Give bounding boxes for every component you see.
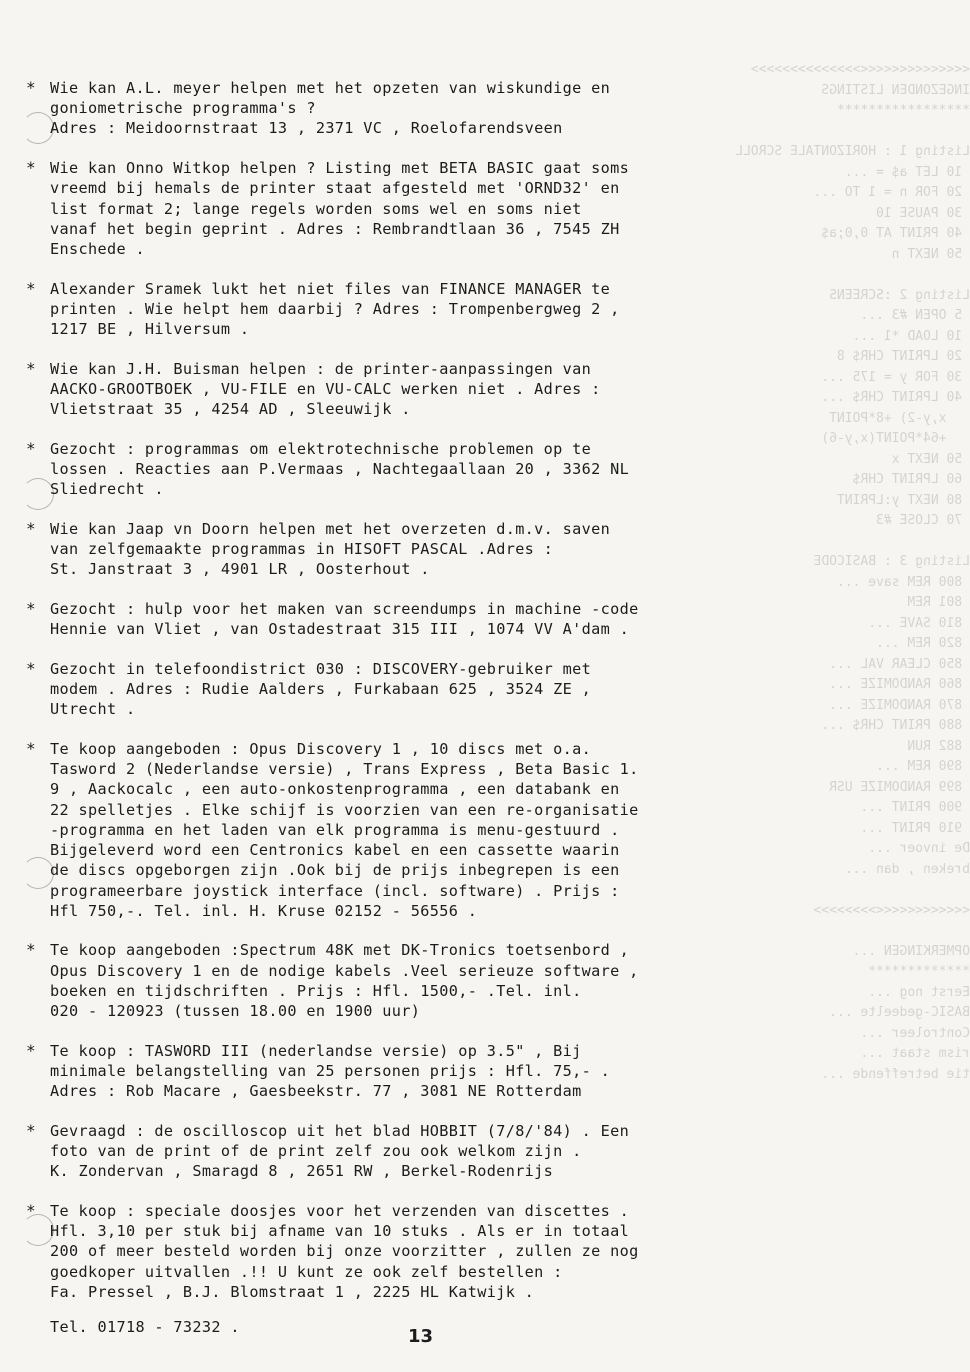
ad-item [26, 659, 826, 720]
ad-text: Te koop : speciale doosjes voor het verzenden van discettes . Hfl. 3,10 per stuk bij afname van 10 stuks . Als er in totaal 200 of meer besteld worden bij onze voorzitter , zullen ze nog goedkoper uitvallen .!! U kunt ze ook zelf bestellen : Fa. Pressel , B.J. Blomstraat 1 , 2225 HL Katwijk . [50, 1201, 639, 1301]
ad-item [26, 1121, 826, 1182]
ad-text: Te koop aangeboden : Opus Discovery 1 , 10 discs met o.a. Tasword 2 (Nederlandse versie) , Trans Express , Beta Basic 1. 9 , Aackocalc , een auto-onkostenprogramma , een databank en 22 spelletjes . Elke schijf is voorzien van een re-organisatie -programma en het laden van elk programma is menu-gestuurd . Bijgeleverd word een Centronics kabel en een cassette waarin de discs opgeborgen zijn .Ook bij de prijs inbegrepen is een programeerbare joystick interface (incl. software) . Prijs : Hfl 750,-. Tel. inl. H. Kruse 02152 - 56556 . [50, 740, 639, 920]
ad-item [26, 439, 826, 500]
ad-item [26, 78, 826, 139]
classified-ads [26, 78, 826, 1321]
bullet-star-icon: * [26, 1200, 36, 1220]
ad-item [26, 519, 826, 580]
ad-text: Gevraagd : de oscilloscop uit het blad HOBBIT (7/8/'84) . Een foto van de print of de print zelf zou ook welkom zijn . K. Zondervan , Smaragd 8 , 2651 RW , Berkel-Rodenrijs [50, 1121, 630, 1181]
page-number: 13 [408, 1326, 434, 1347]
ad-item [26, 940, 826, 1021]
contact-telephone: Tel. 01718 - 73232 . [50, 1318, 240, 1336]
ad-text: Gezocht : hulp voor het maken van screendumps in machine -code Hennie van Vliet , van Ostadestraat 315 III , 1074 VV A'dam . [50, 600, 639, 639]
show-through-text: <<<<<<<<<<<<<<>>>>>>>>>>>>>> INGEZONDEN LISTINGS ***************** Listing 1 : HORIZONTALE SCROLL 10 LET a$ = ... 20 FOR n = 1 TO ... 30 PAUSE 10 40 PRINT AT 0,0;a$ 50 NEXT n Listing 2 :SCREENS 5 OPEN #3 ... 10 LOAD *1 ... 20 LPRINT CHR$ 8 30 FOR y = 175 ... 40 LPRINT CHR$ ... x,y-2) +8*POINT +64*POINT(x,y-6) 50 NEXT x 60 LPRINT CHR$ 80 NEXT y:LPRINT 70 CLOSE #3 Listing 3 : BASICODE 800 REM save ... 801 REM 810 SAVE ... 820 REM ... 850 CLEAR VAL ... 860 RANDOMIZE ... 870 RANDOMIZE ... 880 PRINT CHR$ ... 882 RUN 890 REM ... 899 RANDOMIZE USR 900 PRINT ... 910 PRINT ... De invoer ... breken , dan ... <<<<<<<<<<<<>>>>>>>> OPMERKINGEN ... ************* Eerst nog ... BASIC-gedeelte ... Controleer ... rism staat ... tie betreffende ... [735, 62, 970, 1080]
bullet-star-icon: * [26, 438, 36, 458]
bullet-star-icon: * [26, 1120, 36, 1140]
ad-text: Gezocht in telefoondistrict 030 : DISCOVERY-gebruiker met modem . Adres : Rudie Aalders , Furkabaan 625 , 3524 ZE , Utrecht . [50, 659, 592, 719]
ad-text: Gezocht : programmas om elektrotechnische problemen op te lossen . Reacties aan P.Vermaas , Nachtegaallaan 20 , 3362 NL Sliedrecht . [50, 439, 630, 499]
ad-text: Te koop aangeboden :Spectrum 48K met DK-Tronics toetsenbord , Opus Discovery 1 en de nodige kabels .Veel serieuze software , boeken en tijdschriften . Prijs : Hfl. 1500,- .Tel. inl. 020 - 120923 (tussen 18.00 en 1900 uur) [50, 941, 639, 1021]
bullet-star-icon: * [26, 158, 36, 178]
ad-item [26, 1201, 826, 1302]
ad-item [26, 599, 826, 639]
bullet-star-icon: * [26, 599, 36, 619]
bullet-star-icon: * [26, 739, 36, 759]
bullet-star-icon: * [26, 78, 36, 97]
ad-item [26, 359, 826, 420]
ad-item [26, 1041, 826, 1102]
ad-text: Alexander Sramek lukt het niet files van FINANCE MANAGER te printen . Wie helpt hem daarbij ? Adres : Trompenbergweg 2 , 1217 BE , Hilversum . [50, 279, 620, 339]
bullet-star-icon: * [26, 518, 36, 538]
bullet-star-icon: * [26, 658, 36, 678]
bullet-star-icon: * [26, 358, 36, 378]
ad-text: Te koop : TASWORD III (nederlandse versie) op 3.5" , Bij minimale belangstelling van 25 personen prijs : Hfl. 75,- . Adres : Rob Macare , Gaesbeekstr. 77 , 3081 NE Rotterdam [50, 1041, 611, 1101]
bullet-star-icon: * [26, 940, 36, 960]
ad-text: Wie kan J.H. Buisman helpen : de printer-aanpassingen van AACKO-GROOTBOEK , VU-FILE en VU-CALC werken niet . Adres : Vlietstraat 35 , 4254 AD , Sleeuwijk . [50, 359, 601, 419]
ad-text: Wie kan Onno Witkop helpen ? Listing met BETA BASIC gaat soms vreemd bij hemals de printer staat afgesteld met 'ORND32' en list format 2; lange regels worden soms wel en soms niet vanaf het begin geprint . Adres : Rembrandtlaan 36 , 7545 ZH Enschede . [50, 159, 630, 258]
ad-item [26, 158, 826, 259]
bullet-star-icon: * [26, 278, 36, 298]
ad-text: Wie kan A.L. meyer helpen met het opzeten van wiskundige en goniometrische programma's ? Adres : Meidoornstraat 13 , 2371 VC , Roelofarendsveen [50, 79, 611, 138]
bullet-star-icon: * [26, 1040, 36, 1060]
ad-text: Wie kan Jaap vn Doorn helpen met het overzeten d.m.v. saven van zelfgemaakte programmas in HISOFT PASCAL .Adres : St. Janstraat 3 , 4901 LR , Oosterhout . [50, 519, 611, 579]
ad-item [26, 739, 826, 921]
ad-item [26, 279, 826, 340]
